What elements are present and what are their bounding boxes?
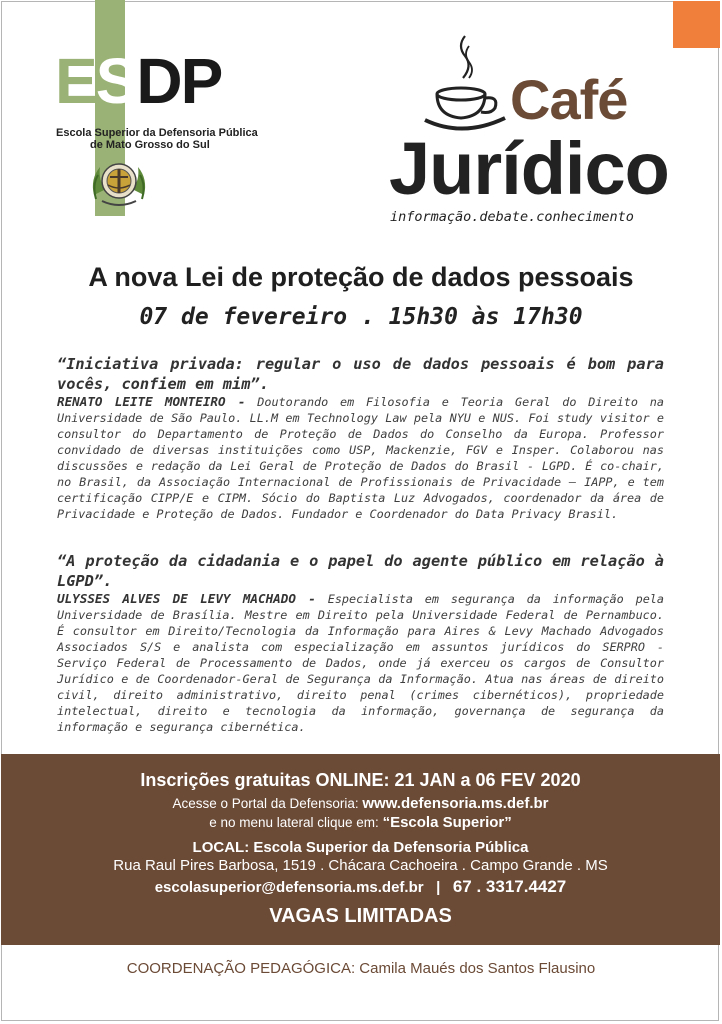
logo-school-state: de Mato Grosso do Sul (90, 139, 210, 151)
location-address: Rua Raul Pires Barbosa, 1519 . Chácara Cachoeira . Campo Grande . MS (113, 857, 608, 874)
logo-letter-s: S (95, 45, 137, 117)
brand-tagline: informação.debate.conhecimento (390, 209, 634, 225)
event-title: A nova Lei de proteção de dados pessoais (88, 262, 634, 292)
registration-period: Inscrições gratuitas ONLINE: 21 JAN a 06 FEV 2020 (140, 770, 581, 790)
speaker-bio: Especialista em segurança da informação pela Universidade de Brasília. Mestre em Direito pela Universidade Federal de Pernambuco. É consultor em Direito/Tecnologia da Informação para Aires & Levy Machado Advogados Associados S/S e analista com especialização em assuntos jurídicos do SERPRO - Serviço Federal de Processamento de Dados, onde já exerceu os cargos de Consultor Jurídico e de Coordenador-Geral de Segurança da Informação. Atua nas áreas de direito civil, direito administrativo, direito penal (crimes cibernéticos), propriedade intelectual, direito e tecnologia da informação, governança de segurança da informação e segurança cibernética. (57, 592, 665, 734)
talk-bio-paragraph (57, 394, 664, 522)
menu-prefix: e no menu lateral clique em: (209, 815, 379, 830)
talk-block (57, 354, 664, 522)
speaker-name: ULYSSES ALVES DE LEVY MACHADO - (57, 591, 316, 606)
logo-letters-dp: DP (136, 45, 222, 117)
menu-item-name: “Escola Superior” (382, 814, 512, 831)
esdp-logo (55, 45, 222, 117)
coat-of-arms-icon (88, 155, 150, 211)
portal-line (1, 795, 720, 812)
speaker-bio: Doutorando em Filosofia e Teoria Geral do Direito na Universidade de São Paulo. LL.M em Technology Law pela NYU e NUS. Foi study visitor e consultor do Departamento de Proteção de Dados do Conselho da Europa. Professor convidado de diversas instituições como USP, Mackenzie, FGV e Insper. Colaborou nas discussões e redação da Lei Geral de Proteção de Dados do Brasil - LGPD. É co-chair, no Brasil, da Associação Internacional de Profissionais de Privacidade – IAPP, e tem certificação CIPP/E e CIPM. Sócio do Baptista Luz Advogados, coordenador da área de Privacidade e Proteção de Dados. Fundador e Coordenador do Data Privacy Brasil. (57, 395, 665, 521)
pedagogical-coordination: COORDENAÇÃO PEDAGÓGICA: Camila Maués dos Santos Flausino (126, 960, 596, 977)
registration-info-box (1, 754, 720, 945)
cafe-wordmark: Café (510, 68, 628, 131)
speaker-name: RENATO LEITE MONTEIRO - (57, 394, 246, 409)
menu-line (1, 814, 720, 831)
talk-quote: “Iniciativa privada: regular o uso de dados pessoais é bom para vocês, confiem em mim”. (57, 355, 664, 393)
coffee-cup-icon (423, 32, 507, 132)
talk-bio-paragraph (57, 591, 664, 735)
orange-corner-block (673, 1, 720, 48)
location-title: LOCAL: Escola Superior da Defensoria Pública (192, 839, 529, 856)
contact-separator: | (436, 879, 441, 896)
limited-seats-notice: VAGAS LIMITADAS (269, 905, 452, 927)
event-date: 07 de fevereiro . 15h30 às 17h30 (139, 304, 583, 330)
logo-school-name: Escola Superior da Defensoria Pública (56, 127, 258, 139)
contact-email[interactable]: escolasuperior@defensoria.ms.def.br (154, 879, 424, 896)
contact-phone: 67 . 3317.4427 (452, 877, 567, 896)
talk-block (57, 551, 664, 735)
juridico-wordmark: Jurídico (389, 127, 669, 210)
portal-link[interactable]: www.defensoria.ms.def.br (362, 795, 549, 812)
logo-letter-e: E (55, 45, 96, 117)
talk-quote: “A proteção da cidadania e o papel do agente público em relação à LGPD”. (57, 552, 664, 590)
contact-line (1, 877, 720, 897)
portal-prefix: Acesse o Portal da Defensoria: (172, 796, 359, 811)
